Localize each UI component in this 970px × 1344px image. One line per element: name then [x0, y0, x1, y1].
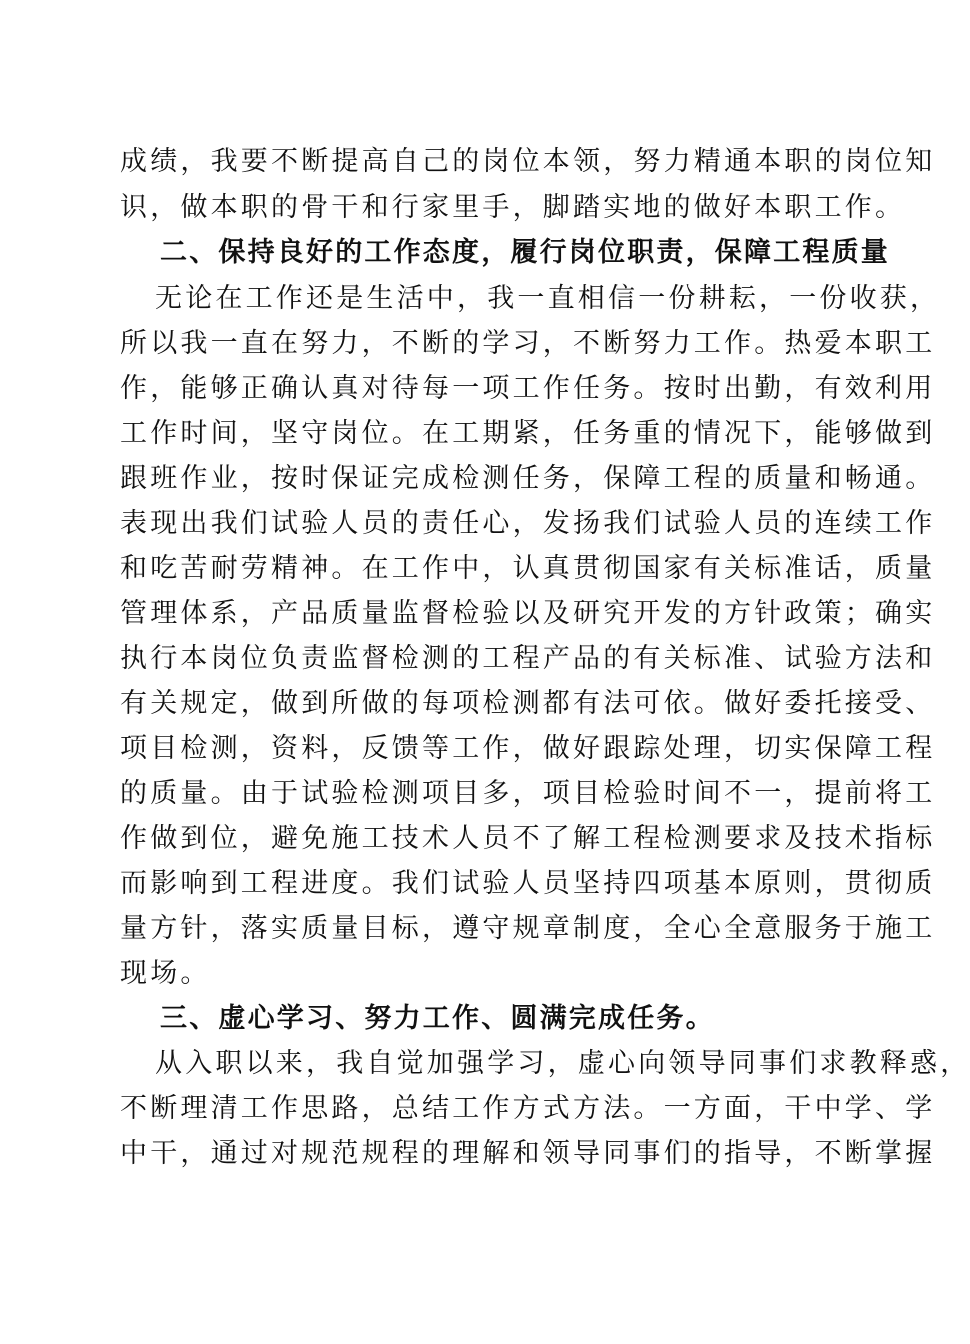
text-line: 有关规定，做到所做的每项检测都有法可依。做好委托接受、 [120, 688, 936, 719]
text-line: 量方针，落实质量目标，遵守规章制度，全心全意服务于施工 [120, 913, 936, 944]
text-line: 跟班作业，按时保证完成检测任务，保障工程的质量和畅通。 [120, 463, 936, 494]
text-line: 现场。 [120, 958, 211, 989]
text-line: 所以我一直在努力，不断的学习，不断努力工作。热爱本职工 [120, 328, 936, 359]
text-line: 和吃苦耐劳精神。在工作中，认真贯彻国家有关标准话，质量 [120, 553, 936, 584]
text-line: 成绩，我要不断提高自己的岗位本领，努力精通本职的岗位知 [120, 146, 936, 177]
text-line: 作做到位，避免施工技术人员不了解工程检测要求及技术指标 [120, 823, 936, 854]
text-line: 识，做本职的骨干和行家里手，脚踏实地的做好本职工作。 [120, 192, 906, 223]
text-line: 不断理清工作思路，总结工作方式方法。一方面，干中学、学 [120, 1093, 936, 1124]
text-line: 作，能够正确认真对待每一项工作任务。按时出勤，有效利用 [120, 373, 936, 404]
text-line: 工作时间，坚守岗位。在工期紧，任务重的情况下，能够做到 [120, 418, 936, 449]
section-heading-3: 三、虚心学习、努力工作、圆满完成任务。 [160, 1003, 715, 1034]
text-line: 管理体系，产品质量监督检验以及研究开发的方针政策；确实 [120, 598, 936, 629]
text-line: 执行本岗位负责监督检测的工程产品的有关标准、试验方法和 [120, 643, 936, 674]
section-heading-2: 二、保持良好的工作态度，履行岗位职责，保障工程质量 [160, 237, 890, 268]
text-line: 项目检测，资料，反馈等工作，做好跟踪处理，切实保障工程 [120, 733, 936, 764]
text-line: 而影响到工程进度。我们试验人员坚持四项基本原则，贯彻质 [120, 868, 936, 899]
paragraph-first-line: 无论在工作还是生活中，我一直相信一份耕耘，一份收获， [155, 283, 941, 314]
text-line: 的质量。由于试验检测项目多，项目检验时间不一，提前将工 [120, 778, 936, 809]
text-line: 中干，通过对规范规程的理解和领导同事们的指导，不断掌握 [120, 1138, 936, 1169]
text-line: 表现出我们试验人员的责任心，发扬我们试验人员的连续工作 [120, 508, 936, 539]
paragraph-first-line: 从入职以来，我自觉加强学习，虚心向领导同事们求教释惑， [155, 1048, 970, 1079]
